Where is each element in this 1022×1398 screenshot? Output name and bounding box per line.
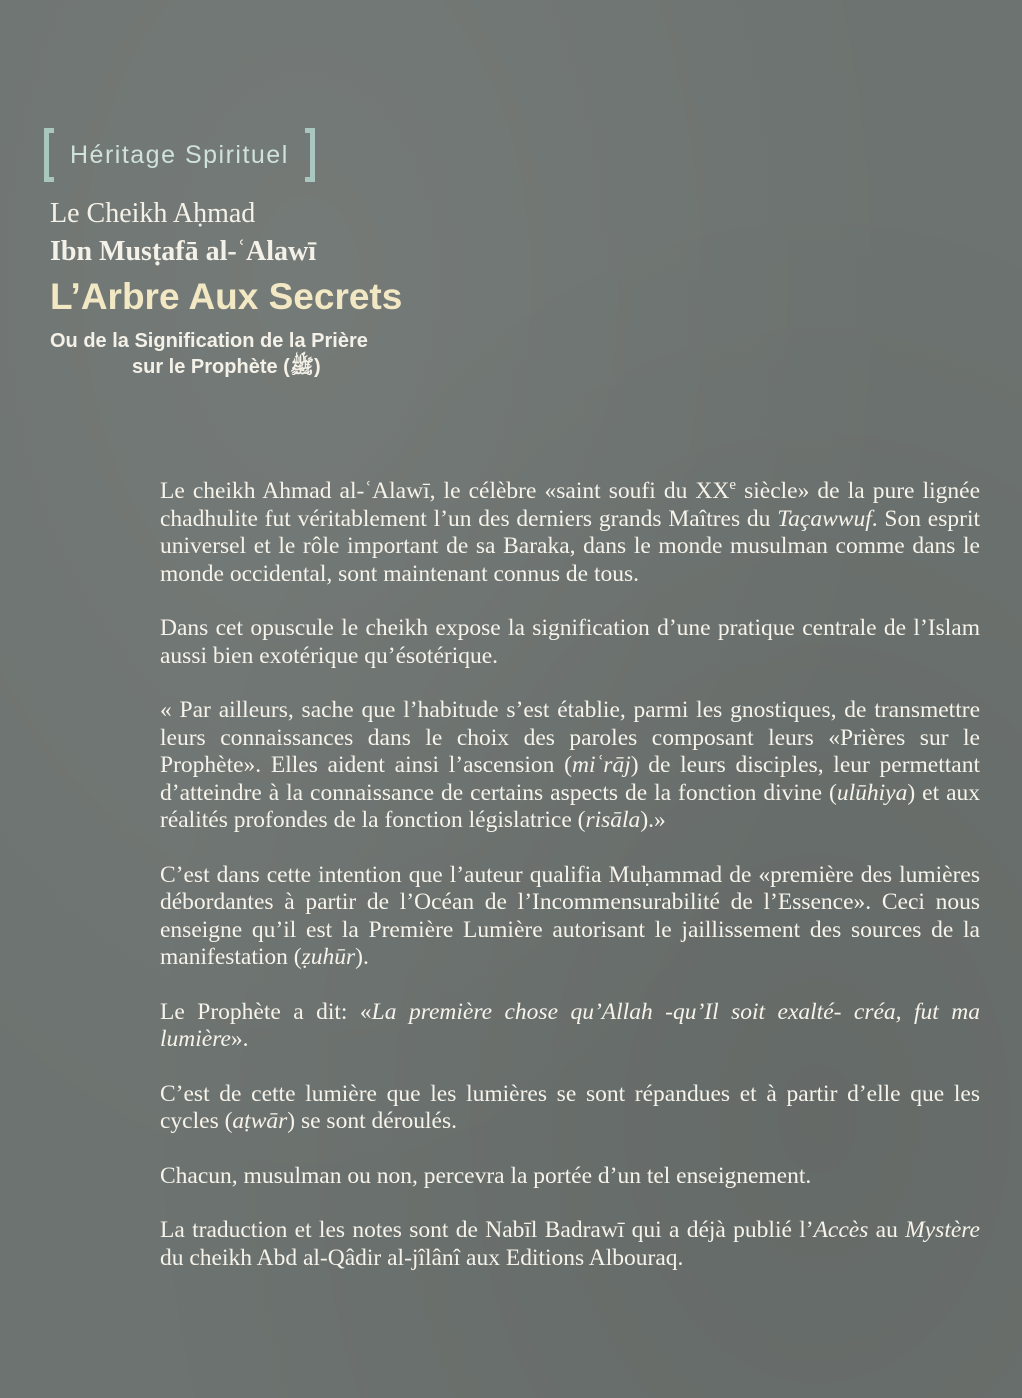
text-run: La traduction et les notes sont de Nabīl Badrawī qui a déjà publié l’ [160,1217,814,1243]
text-run: C’est de cette lumière que les lumières se sont répandues et à partir d’elle que les cycles ( [160,1080,980,1134]
subtitle-line-1: Ou de la Signification de la Prière [50,330,368,352]
italic-term: ẓuhūr [301,944,356,970]
paragraph-3 [160,697,980,835]
paragraph-5 [160,999,980,1054]
text-run: Le cheikh Ahmad al-ʿAlawī, le célèbre «saint soufi du XX [160,478,730,504]
text-run: Le Prophète a dit: « [160,998,372,1025]
italic-term: ulūhiya [836,779,908,806]
paragraph-1 [160,478,980,588]
series-name: Héritage Spirituel [70,140,289,169]
text-run: ).» [640,807,666,833]
text-run: ». [230,1026,249,1052]
italic-term: miʿrāj [571,752,631,778]
text-run: du cheikh Abd al-Qâdir al-jîlânî aux Editions Albouraq. [160,1244,684,1271]
right-bracket [305,128,315,182]
italic-term: risāla [585,807,641,833]
superscript: e [729,477,737,494]
text-run: C’est dans cette intention que l’auteur qualifia Muḥammad de «première des lumières débordantes à partir de l’Océan de l’Incommensurabilité de l’Essence». Ceci nous enseigne qu’il est la Première Lumière autorisant le jaillissement des sources de la manifestation ( [160,861,980,970]
italic-term: Taçawwuf [777,505,872,532]
text-run: ) se sont déroulés. [287,1108,457,1134]
text-run: siècle» de la pure lignée chadhulite fut véritablement l’un des derniers grands Maîtres du [160,478,980,532]
text-run: . Son esprit universel et le rôle important de sa Baraka, dans le monde musulman comme dans le monde occidental, sont maintenant connus de tous. [160,505,981,587]
left-bracket [44,128,54,182]
paragraph-6 [160,1081,980,1136]
blurb-text [160,478,980,1299]
book-subtitle [50,328,368,380]
italic-term: aṭwār [232,1108,288,1134]
italic-term: Mystère [905,1217,980,1243]
paragraph-4 [160,862,980,972]
subtitle-line-2: sur le Prophète (ﷺ) [132,356,321,378]
paragraph-2: Dans cet opuscule le cheikh expose la signification d’une pratique centrale de l’Islam aussi bien exotérique qu’ésotérique. [160,615,980,669]
author-line-1: Le Cheikh Aḥmad [50,198,256,229]
text-run: ). [355,944,369,970]
paragraph-7: Chacun, musulman ou non, percevra la portée d’un tel enseignement. [160,1162,812,1189]
text-run: ) de leurs disciples, leur permettant d’atteindre à la connaissance de certains aspects de la fonction divine ( [160,752,980,806]
author-line-2: Ibn Musṭafā al-ʿAlawī [50,236,317,267]
italic-term: Accès [813,1217,869,1243]
text-run: ) et aux réalités profondes de la fonction législatrice ( [160,779,980,833]
text-run: « Par ailleurs, sache que l’habitude s’est établie, parmi les gnostiques, de transmettre leurs connaissances dans le choix des paroles composant leurs «Prières sur le Prophète». Elles aident ainsi l’ascension ( [160,697,980,778]
paragraph-8 [160,1217,980,1272]
series-label [44,128,315,182]
book-title: L’Arbre Aux Secrets [50,276,403,317]
italic-quote: La première chose qu’Allah -qu’Il soit exalté- créa, fut ma lumière [160,998,980,1052]
text-run: au [868,1217,906,1243]
